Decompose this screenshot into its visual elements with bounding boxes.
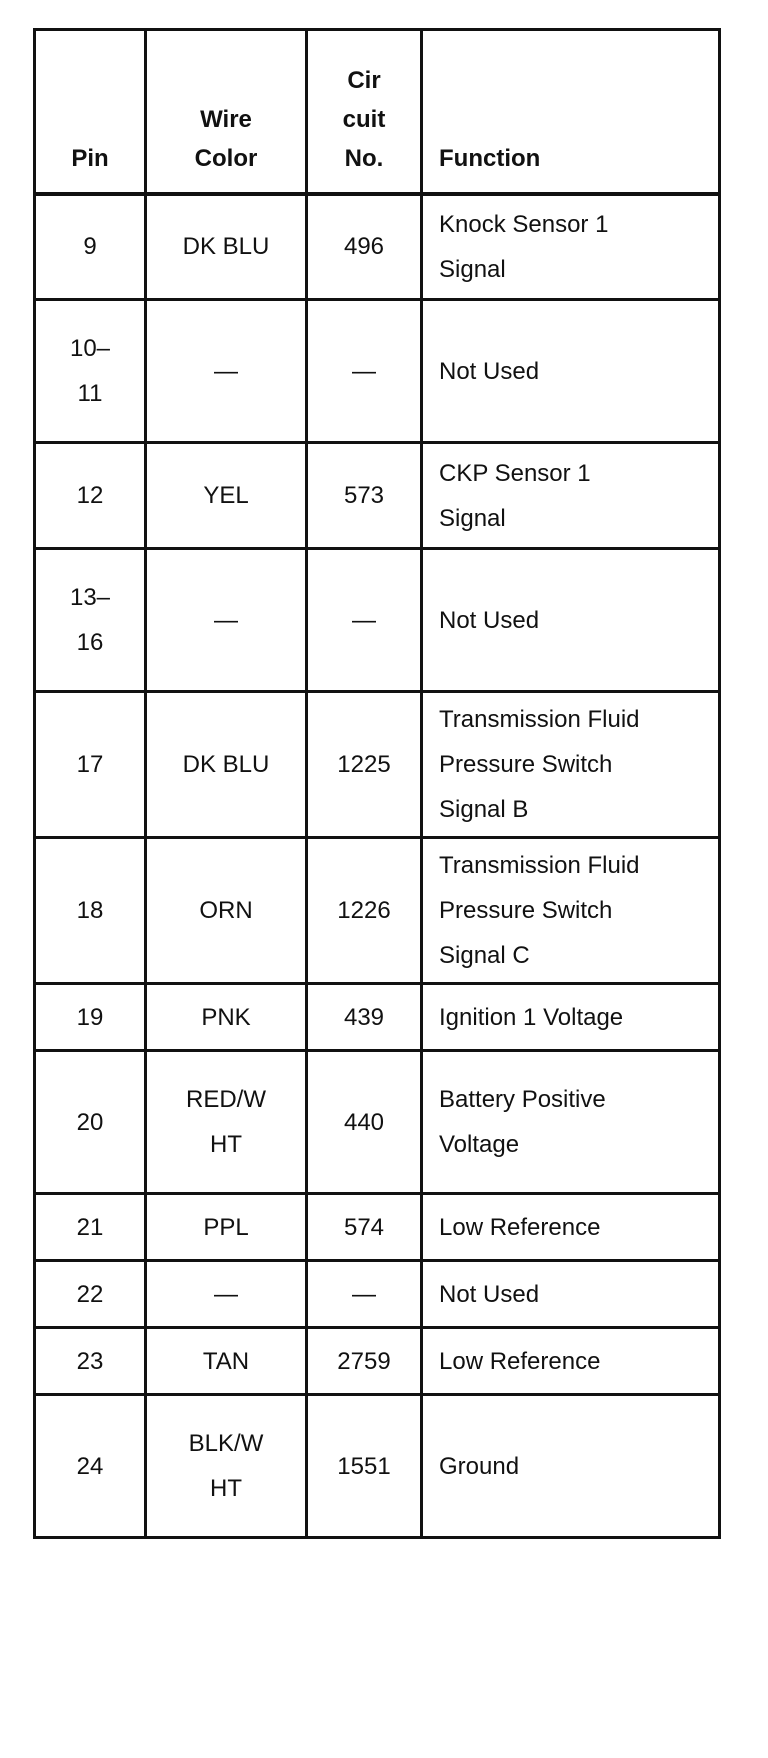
wire-color-cell: BLK/W HT: [146, 1395, 307, 1538]
pin-cell: 18: [35, 838, 146, 984]
pin-cell: 17: [35, 692, 146, 838]
wire-color-cell: PPL: [146, 1194, 307, 1261]
circuit-cell: 1225: [307, 692, 422, 838]
function-cell: Low Reference: [422, 1328, 720, 1395]
circuit-cell: 439: [307, 984, 422, 1051]
wire-color-cell: TAN: [146, 1328, 307, 1395]
pin-cell: 22: [35, 1261, 146, 1328]
table-row: [35, 1328, 720, 1395]
function-cell: Transmission Fluid Pressure Switch Signal C: [422, 838, 720, 984]
circuit-cell: 1226: [307, 838, 422, 984]
wire-color-cell: PNK: [146, 984, 307, 1051]
pin-cell: 19: [35, 984, 146, 1051]
function-cell: Ignition 1 Voltage: [422, 984, 720, 1051]
function-cell: Transmission Fluid Pressure Switch Signal B: [422, 692, 720, 838]
wire-color-cell: DK BLU: [146, 692, 307, 838]
table-row: [35, 984, 720, 1051]
pin-cell: 24: [35, 1395, 146, 1538]
connector-pinout-table: [33, 28, 721, 1539]
function-cell: CKP Sensor 1 Signal: [422, 443, 720, 549]
wire-color-cell: —: [146, 300, 307, 443]
circuit-cell: 440: [307, 1051, 422, 1194]
function-cell: Not Used: [422, 1261, 720, 1328]
table-row: [35, 300, 720, 443]
function-cell: Not Used: [422, 300, 720, 443]
wire-color-cell: —: [146, 549, 307, 692]
circuit-cell: 496: [307, 194, 422, 300]
pin-cell: 9: [35, 194, 146, 300]
pin-cell: 13– 16: [35, 549, 146, 692]
table-row: [35, 549, 720, 692]
header-pin: Pin: [35, 30, 146, 194]
table-row: [35, 1194, 720, 1261]
circuit-cell: 2759: [307, 1328, 422, 1395]
wire-color-cell: RED/W HT: [146, 1051, 307, 1194]
pin-cell: 10– 11: [35, 300, 146, 443]
table-row: [35, 692, 720, 838]
table-row: [35, 1051, 720, 1194]
header-wire-color: Wire Color: [146, 30, 307, 194]
circuit-cell: —: [307, 549, 422, 692]
circuit-cell: 1551: [307, 1395, 422, 1538]
pin-cell: 23: [35, 1328, 146, 1395]
table-row: [35, 443, 720, 549]
circuit-cell: 573: [307, 443, 422, 549]
table-row: [35, 1395, 720, 1538]
wire-color-cell: DK BLU: [146, 194, 307, 300]
table-header-row: [35, 30, 720, 194]
function-cell: Battery Positive Voltage: [422, 1051, 720, 1194]
table-row: [35, 838, 720, 984]
pin-cell: 21: [35, 1194, 146, 1261]
table-row: [35, 194, 720, 300]
circuit-cell: 574: [307, 1194, 422, 1261]
function-cell: Not Used: [422, 549, 720, 692]
wire-color-cell: —: [146, 1261, 307, 1328]
header-circuit-no: Cir cuit No.: [307, 30, 422, 194]
function-cell: Low Reference: [422, 1194, 720, 1261]
pin-cell: 12: [35, 443, 146, 549]
wire-color-cell: YEL: [146, 443, 307, 549]
function-cell: Ground: [422, 1395, 720, 1538]
function-cell: Knock Sensor 1 Signal: [422, 194, 720, 300]
circuit-cell: —: [307, 1261, 422, 1328]
circuit-cell: —: [307, 300, 422, 443]
pin-cell: 20: [35, 1051, 146, 1194]
wire-color-cell: ORN: [146, 838, 307, 984]
header-function: Function: [422, 30, 720, 194]
table-row: [35, 1261, 720, 1328]
